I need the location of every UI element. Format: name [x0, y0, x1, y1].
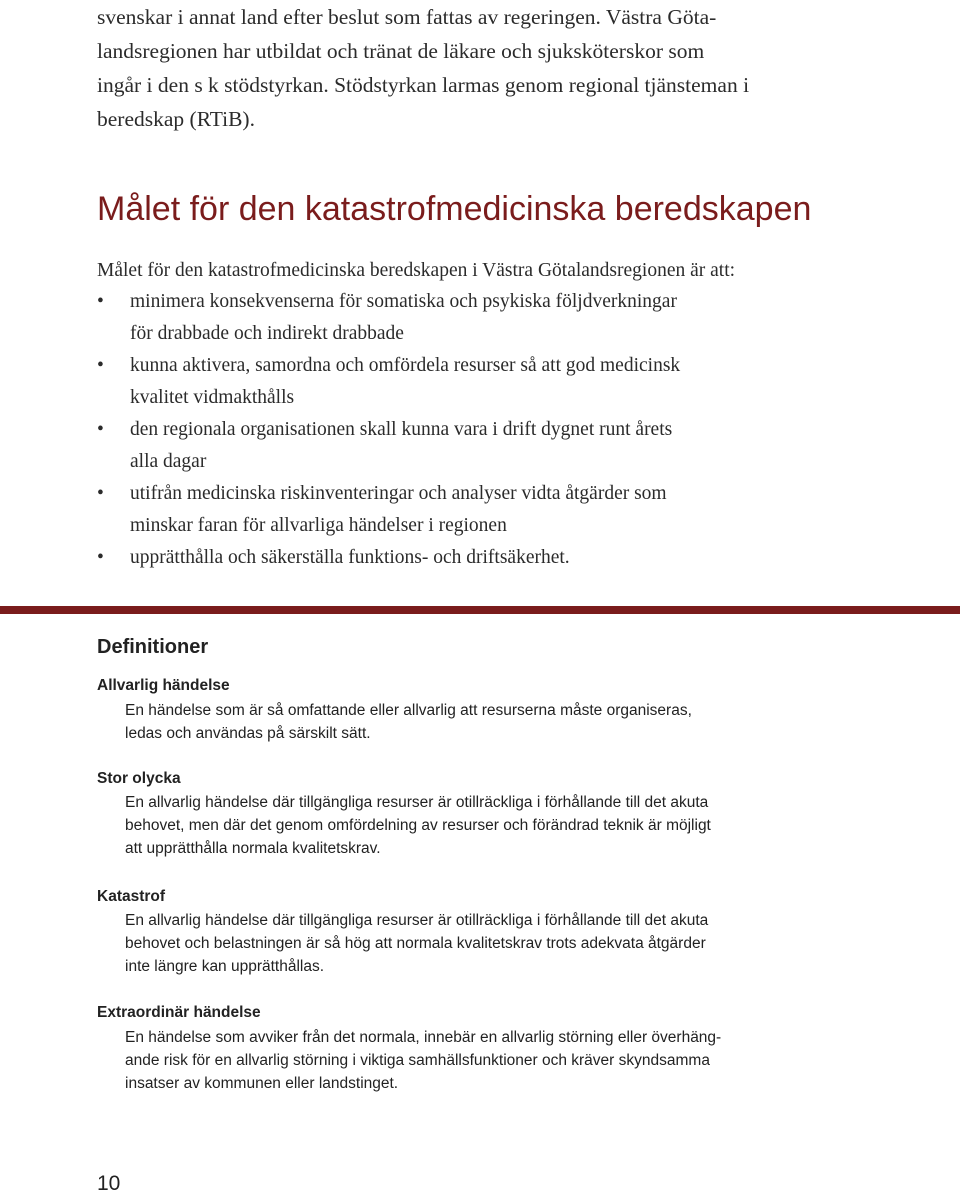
- intro-line: svenskar i annat land efter beslut som fattas av regeringen. Västra Göta-: [97, 5, 717, 29]
- goal-line: utifrån medicinska riskinventeringar och analyser vidta åtgärder som: [130, 483, 667, 504]
- definition-text: [125, 699, 840, 745]
- bullet-icon: •: [97, 291, 104, 312]
- goal-line: alla dagar: [130, 451, 207, 472]
- definition-line: insatser av kommunen eller landstinget.: [125, 1075, 399, 1092]
- definition-line: ande risk för en allvarlig störning i viktiga samhällsfunktioner och kräver skyndsamma: [125, 1052, 710, 1069]
- definition-text: [125, 791, 840, 860]
- intro-line: landsregionen har utbildat och tränat de läkare och sjuksköterskor som: [97, 39, 705, 63]
- definition-text: [125, 909, 840, 978]
- goal-line: för drabbade och indirekt drabbade: [130, 323, 404, 344]
- definition-line: En allvarlig händelse där tillgängliga resurser är otillräckliga i förhållande till det akuta: [125, 794, 709, 811]
- definition-text: [125, 1026, 840, 1095]
- intro-paragraph: [97, 0, 837, 136]
- definition-line: att upprätthålla normala kvalitetskrav.: [125, 840, 381, 857]
- section-heading: Målet för den katastrofmedicinska beredskapen: [97, 190, 812, 228]
- intro-line: ingår i den s k stödstyrkan. Stödstyrkan larmas genom regional tjänsteman i: [97, 73, 750, 97]
- goal-item: [97, 478, 870, 542]
- definition-line: En allvarlig händelse där tillgängliga resurser är otillräckliga i förhållande till det akuta: [125, 912, 709, 929]
- bullet-icon: •: [97, 483, 104, 504]
- goal-item: [97, 350, 870, 414]
- goal-item: [97, 414, 870, 478]
- bullet-icon: •: [97, 355, 104, 376]
- intro-line: beredskap (RTiB).: [97, 107, 255, 131]
- definition-term: Katastrof: [97, 888, 166, 905]
- definitions-heading: Definitioner: [97, 636, 209, 658]
- definition-term: Allvarlig händelse: [97, 677, 230, 694]
- definition-term: Extraordinär händelse: [97, 1004, 261, 1021]
- goal-line: kunna aktivera, samordna och omfördela resurser så att god medicinsk: [130, 355, 681, 376]
- goal-item: [97, 542, 870, 574]
- goal-line: minimera konsekvenserna för somatiska och psykiska följdverkningar: [130, 291, 677, 312]
- goal-line: kvalitet vidmakthålls: [130, 387, 295, 408]
- definition-line: inte längre kan upprätthållas.: [125, 958, 325, 975]
- bullet-icon: •: [97, 419, 104, 440]
- goals-list: [97, 286, 870, 574]
- definition-line: behovet, men där det genom omfördelning av resurser och förändrad teknik är möjligt: [125, 817, 711, 834]
- goal-line: den regionala organisationen skall kunna vara i drift dygnet runt årets: [130, 419, 673, 440]
- definition-line: behovet och belastningen är så hög att normala kvalitetskrav trots adekvata åtgärder: [125, 935, 706, 952]
- bullet-icon: •: [97, 547, 104, 568]
- goal-line: upprätthålla och säkerställa funktions- och driftsäkerhet.: [130, 547, 570, 568]
- page-number: 10: [97, 1172, 121, 1195]
- goal-line: minskar faran för allvarliga händelser i regionen: [130, 515, 507, 536]
- section-divider: [0, 606, 960, 614]
- definition-line: En händelse som avviker från det normala, innebär en allvarlig störning eller överhäng-: [125, 1029, 722, 1046]
- definition-line: ledas och användas på särskilt sätt.: [125, 725, 371, 742]
- definition-term: Stor olycka: [97, 770, 181, 787]
- goal-item: [97, 286, 870, 350]
- definition-line: En händelse som är så omfattande eller allvarlig att resurserna måste organiseras,: [125, 702, 692, 719]
- section-lead: Målet för den katastrofmedicinska beredskapen i Västra Götalandsregionen är att:: [97, 260, 736, 281]
